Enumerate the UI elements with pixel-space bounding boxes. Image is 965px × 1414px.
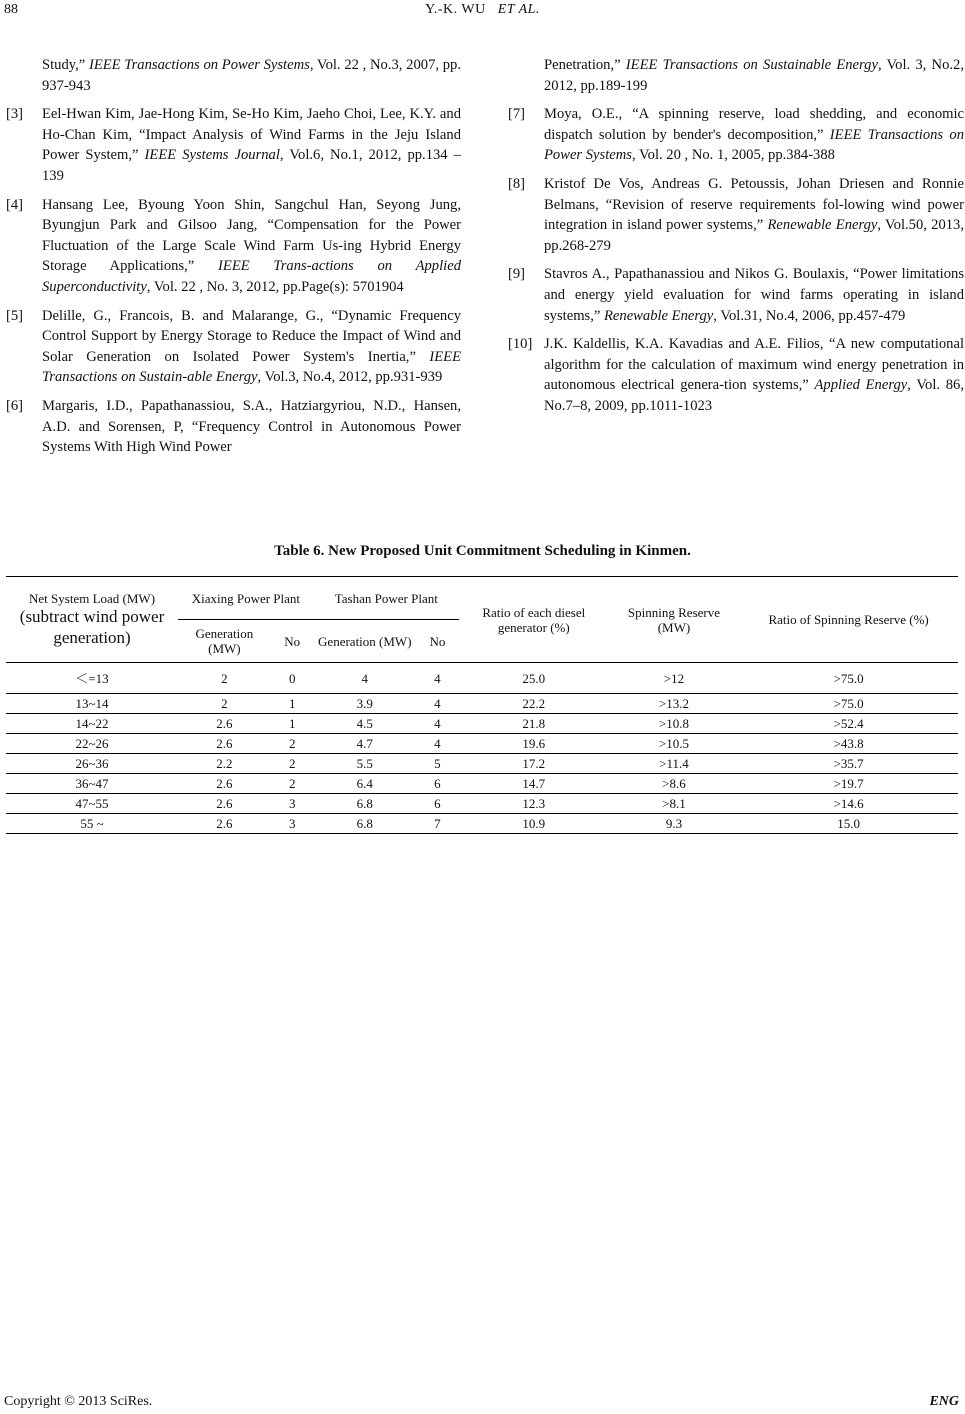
cell-xiaxing-no: 2 bbox=[271, 774, 314, 794]
cell-spinning-reserve: >8.6 bbox=[609, 774, 740, 794]
cell-xiaxing-no: 2 bbox=[271, 754, 314, 774]
reference-text: Moya, O.E., “A spinning reserve, load shedding, and economic dispatch solution by bender's decomposition,” IEEE Transactions on Power Systems, Vol. 20 , No. 1, 2005, pp.384-388 bbox=[544, 106, 964, 164]
cell-xiaxing-no: 3 bbox=[271, 814, 314, 834]
reference-text: Hansang Lee, Byoung Yoon Shin, Sangchul Han, Seyong Jung, Byungjun Park and Gilsoo Jang, “Compensation for the Power Fluctuation of the Large Scale Wind Farm Us-ing Hybrid Energy Storage Applications,” IEEE Trans-actions on Applied Superconductivity, Vol. 22 , No. 3, 2012, pp.Page(s): 5701904 bbox=[42, 196, 461, 295]
header-xiaxing-no: No bbox=[271, 620, 314, 663]
cell-ratio-diesel: 19.6 bbox=[459, 734, 609, 754]
cell-ratio-diesel: 14.7 bbox=[459, 774, 609, 794]
table-row bbox=[6, 694, 958, 714]
cell-spinning-reserve: 9.3 bbox=[609, 814, 740, 834]
reference-number: [6] bbox=[6, 397, 24, 414]
cell-ratio-spinning: >43.8 bbox=[739, 734, 958, 754]
reference-number: [7] bbox=[508, 106, 526, 123]
cell-tashan-generation: 4 bbox=[314, 663, 416, 694]
cell-tashan-generation: 3.9 bbox=[314, 694, 416, 714]
cell-tashan-no: 4 bbox=[416, 694, 459, 714]
header-net-load bbox=[6, 577, 178, 663]
reference-number: [5] bbox=[6, 307, 24, 324]
cell-xiaxing-generation: 2.6 bbox=[178, 814, 271, 834]
cell-tashan-generation: 6.8 bbox=[314, 814, 416, 834]
cell-ratio-diesel: 21.8 bbox=[459, 714, 609, 734]
cell-xiaxing-generation: 2.6 bbox=[178, 714, 271, 734]
cell-xiaxing-generation: 2.2 bbox=[178, 754, 271, 774]
cell-spinning-reserve: >8.1 bbox=[609, 794, 740, 814]
footer-journal: ENG bbox=[929, 1394, 959, 1409]
reference-entry bbox=[508, 55, 964, 96]
header-authors: Y.-K. WU bbox=[425, 2, 486, 17]
cell-ratio-spinning: >35.7 bbox=[739, 754, 958, 774]
reference-text: Stavros A., Papathanassiou and Nikos G. Boulaxis, “Power limitations and energy yield evaluation for wind farms operating in island systems,” Renewable Energy, Vol.31, No.4, 2006, pp.457-479 bbox=[544, 266, 964, 324]
cell-net-load: 26~36 bbox=[6, 754, 178, 774]
table-row bbox=[6, 754, 958, 774]
cell-tashan-no: 4 bbox=[416, 734, 459, 754]
cell-ratio-diesel: 10.9 bbox=[459, 814, 609, 834]
table-row bbox=[6, 774, 958, 794]
header-xiaxing-generation: Generation (MW) bbox=[178, 620, 271, 663]
cell-ratio-spinning: >14.6 bbox=[739, 794, 958, 814]
reference-text: Eel-Hwan Kim, Jae-Hong Kim, Se-Ho Kim, Jaeho Choi, Lee, K.Y. and Ho-Chan Kim, “Impact Analysis of Wind Farms in the Jeju Island Power System,” IEEE Systems Journal, Vol.6, No.1, 2012, pp.134 – 139 bbox=[42, 106, 461, 184]
cell-net-load: 13~14 bbox=[6, 694, 178, 714]
cell-ratio-spinning: 15.0 bbox=[739, 814, 958, 834]
cell-xiaxing-no: 0 bbox=[271, 663, 314, 694]
cell-net-load: 36~47 bbox=[6, 774, 178, 794]
header-et-al: ET AL. bbox=[497, 2, 540, 17]
cell-ratio-spinning: >19.7 bbox=[739, 774, 958, 794]
cell-spinning-reserve: >10.8 bbox=[609, 714, 740, 734]
cell-xiaxing-generation: 2 bbox=[178, 663, 271, 694]
references-right-column bbox=[508, 55, 964, 425]
cell-xiaxing-generation: 2.6 bbox=[178, 794, 271, 814]
reference-number: [8] bbox=[508, 175, 526, 192]
cell-tashan-no: 6 bbox=[416, 794, 459, 814]
reference-text: Penetration,” IEEE Transactions on Sustainable Energy, Vol. 3, No.2, 2012, pp.189-199 bbox=[544, 57, 964, 94]
cell-ratio-spinning: >75.0 bbox=[739, 694, 958, 714]
cell-spinning-reserve: >13.2 bbox=[609, 694, 740, 714]
header-ratio-spinning: Ratio of Spinning Reserve (%) bbox=[739, 577, 958, 663]
header-tashan-generation: Generation (MW) bbox=[314, 620, 416, 663]
reference-entry bbox=[508, 104, 964, 166]
cell-ratio-spinning: >75.0 bbox=[739, 663, 958, 694]
reference-entry bbox=[508, 264, 964, 326]
cell-net-load: 22~26 bbox=[6, 734, 178, 754]
reference-number: [3] bbox=[6, 106, 24, 123]
cell-tashan-no: 6 bbox=[416, 774, 459, 794]
cell-tashan-generation: 6.4 bbox=[314, 774, 416, 794]
reference-entry bbox=[6, 396, 461, 458]
cell-xiaxing-no: 3 bbox=[271, 794, 314, 814]
table-row bbox=[6, 734, 958, 754]
references-left-column bbox=[6, 55, 461, 466]
header-tashan-plant: Tashan Power Plant bbox=[314, 577, 459, 620]
table-caption: Table 6. New Proposed Unit Commitment Scheduling in Kinmen. bbox=[274, 543, 691, 559]
reference-number: [9] bbox=[508, 266, 526, 283]
page-number: 88 bbox=[4, 2, 18, 17]
header-net-load-sub: (subtract wind power generation) bbox=[19, 607, 165, 647]
reference-text: Study,” IEEE Transactions on Power Systems, Vol. 22 , No.3, 2007, pp. 937-943 bbox=[42, 57, 461, 94]
cell-spinning-reserve: >12 bbox=[609, 663, 740, 694]
unit-commitment-table bbox=[6, 576, 958, 834]
cell-ratio-spinning: >52.4 bbox=[739, 714, 958, 734]
reference-entry bbox=[6, 195, 461, 298]
reference-text: J.K. Kaldellis, K.A. Kavadias and A.E. Filios, “A new computational algorithm for the calculation of maximum wind energy penetration in autonomous electrical genera-tion systems,” Applied Energy, Vol. 86, No.7–8, 2009, pp.1011-1023 bbox=[544, 336, 964, 414]
cell-xiaxing-no: 1 bbox=[271, 714, 314, 734]
reference-text: Delille, G., Francois, B. and Malarange, G., “Dynamic Frequency Control Support by Energy Storage to Reduce the Impact of Wind and Solar Generation on Isolated Power System's Inertia,” IEEE Transactions on Sustain-able Energy, Vol.3, No.4, 2012, pp.931-939 bbox=[42, 307, 461, 386]
cell-tashan-generation: 5.5 bbox=[314, 754, 416, 774]
cell-tashan-no: 4 bbox=[416, 714, 459, 734]
header-spinning-reserve: Spinning Reserve (MW) bbox=[609, 577, 740, 663]
table-row bbox=[6, 814, 958, 834]
cell-xiaxing-no: 2 bbox=[271, 734, 314, 754]
cell-ratio-diesel: 22.2 bbox=[459, 694, 609, 714]
reference-entry bbox=[508, 174, 964, 256]
cell-ratio-diesel: 17.2 bbox=[459, 754, 609, 774]
cell-spinning-reserve: >11.4 bbox=[609, 754, 740, 774]
reference-number: [10] bbox=[508, 336, 533, 353]
cell-xiaxing-generation: 2.6 bbox=[178, 774, 271, 794]
cell-net-load: 47~55 bbox=[6, 794, 178, 814]
cell-xiaxing-no: 1 bbox=[271, 694, 314, 714]
footer-copyright: Copyright © 2013 SciRes. bbox=[4, 1394, 153, 1409]
table-row bbox=[6, 663, 958, 694]
cell-xiaxing-generation: 2 bbox=[178, 694, 271, 714]
cell-ratio-diesel: 25.0 bbox=[459, 663, 609, 694]
cell-net-load: 14~22 bbox=[6, 714, 178, 734]
reference-text: Kristof De Vos, Andreas G. Petoussis, Johan Driesen and Ronnie Belmans, “Revision of reserve requirements fol-lowing wind power integration in island power systems,” Renewable Energy, Vol.50, 2013, pp.268-279 bbox=[544, 175, 964, 254]
header-net-load-label: Net System Load (MW) bbox=[29, 591, 156, 606]
reference-entry bbox=[6, 55, 461, 96]
header-ratio-diesel: Ratio of each diesel generator (%) bbox=[459, 577, 609, 663]
cell-tashan-no: 4 bbox=[416, 663, 459, 694]
reference-entry bbox=[6, 104, 461, 186]
cell-tashan-generation: 4.5 bbox=[314, 714, 416, 734]
reference-text: Margaris, I.D., Papathanassiou, S.A., Hatziargyriou, N.D., Hansen, A.D. and Sorensen, P, “Frequency Control in Autonomous Power Systems With High Wind Power bbox=[42, 397, 461, 456]
reference-number: [4] bbox=[6, 196, 24, 213]
cell-tashan-no: 5 bbox=[416, 754, 459, 774]
cell-ratio-diesel: 12.3 bbox=[459, 794, 609, 814]
header-xiaxing-plant: Xiaxing Power Plant bbox=[178, 577, 314, 620]
table-row bbox=[6, 794, 958, 814]
running-header bbox=[0, 2, 965, 18]
cell-tashan-generation: 4.7 bbox=[314, 734, 416, 754]
header-tashan-no: No bbox=[416, 620, 459, 663]
reference-entry bbox=[508, 334, 964, 416]
cell-net-load: 55 ~ bbox=[6, 814, 178, 834]
table-row bbox=[6, 714, 958, 734]
cell-spinning-reserve: >10.5 bbox=[609, 734, 740, 754]
reference-entry bbox=[6, 306, 461, 388]
cell-net-load: ＜=13 bbox=[6, 663, 178, 694]
cell-xiaxing-generation: 2.6 bbox=[178, 734, 271, 754]
cell-tashan-no: 7 bbox=[416, 814, 459, 834]
cell-tashan-generation: 6.8 bbox=[314, 794, 416, 814]
